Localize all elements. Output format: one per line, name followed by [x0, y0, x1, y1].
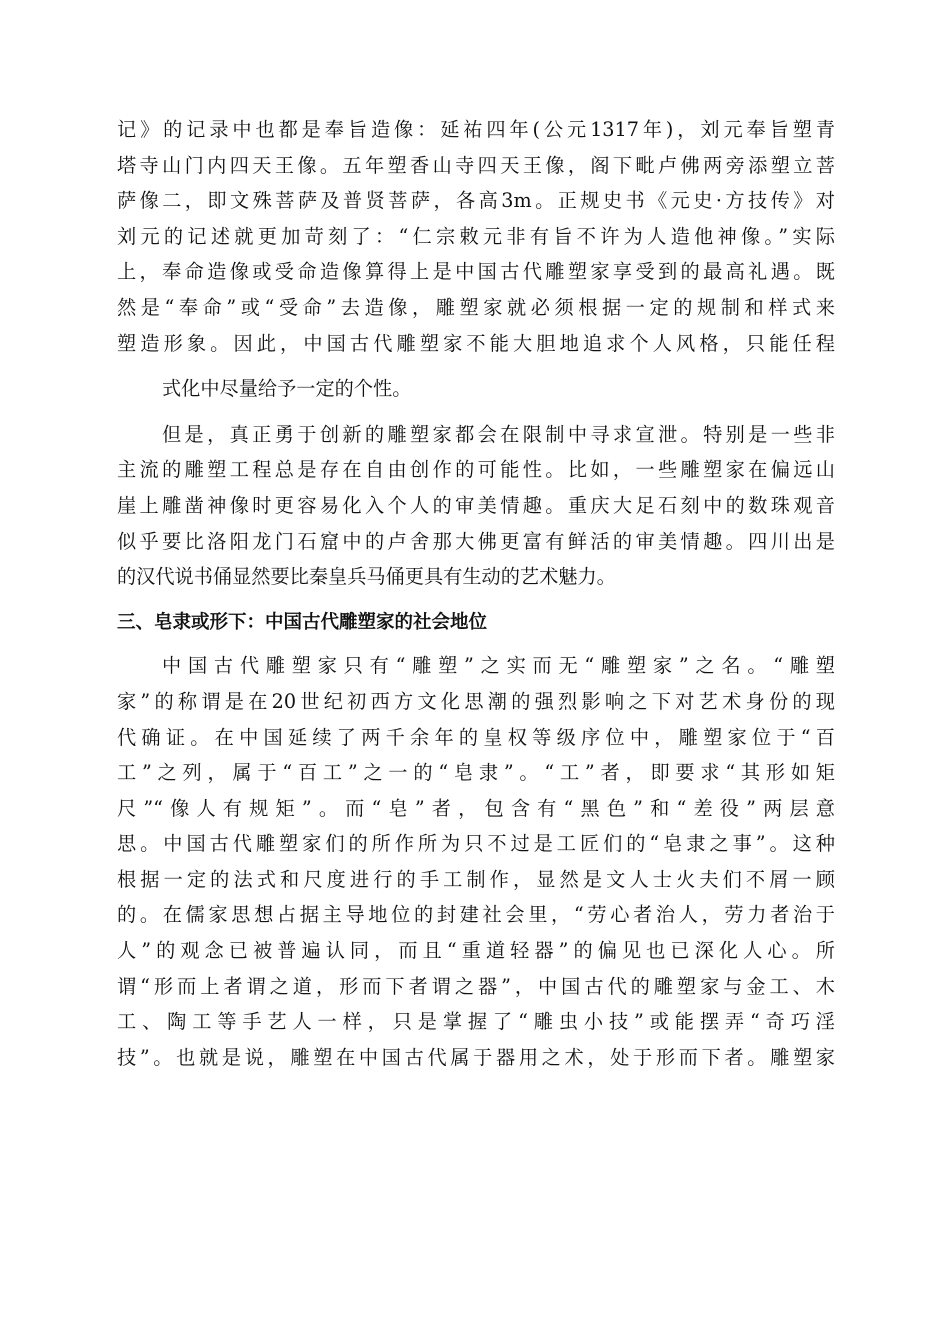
text-line: 似乎要比洛阳龙门石窟中的卢舍那大佛更富有鲜活的审美情趣。四川出是 — [117, 529, 835, 553]
text-line: 塑造形象。因此，中国古代雕塑家不能大胆地追求个人风格，只能任程 — [117, 331, 835, 355]
paragraph-1 — [117, 112, 835, 361]
spacer — [117, 407, 835, 417]
text-line: 但是，真正勇于创新的雕塑家都会在限制中寻求宣泄。特别是一些非 — [162, 422, 835, 446]
text-line: 工”之列，属于“百工”之一的“皂隶”。“工”者，即要求“其形如矩 — [117, 761, 835, 785]
text-line: 工、陶工等手艺人一样，只是掌握了“雕虫小技”或能摆弄“奇巧淫 — [117, 1010, 835, 1034]
paragraph-4 — [117, 648, 835, 1075]
text-line: 记》的记录中也都是奉旨造像：延祐四年(公元1317年)，刘元奉旨塑青 — [117, 118, 835, 141]
document-page — [117, 112, 835, 1075]
text-line: 上，奉命造像或受命造像算得上是中国古代雕塑家享受到的最高礼遇。既 — [117, 260, 835, 284]
text-line: 主流的雕塑工程总是存在自由创作的可能性。比如，一些雕塑家在偏远山 — [117, 458, 835, 482]
text-line: 家”的称谓是在20世纪初西方文化思潮的强烈影响之下对艺术身份的现 — [117, 689, 835, 713]
text-line: 尺”“像人有规矩”。而“皂”者，包含有“黑色”和“差役”两层意 — [117, 796, 835, 820]
text-line: 中国古代雕塑家只有“雕塑”之实而无“雕塑家”之名。“雕塑 — [162, 654, 835, 678]
text-line: 技”。也就是说，雕塑在中国古代属于器用之术，处于形而下者。雕塑家 — [117, 1045, 835, 1069]
text-line: 式化中尽量给予一定的个性。 — [162, 377, 412, 401]
text-line: 根据一定的法式和尺度进行的手工制作，显然是文人士火夫们不屑一顾 — [117, 867, 835, 891]
text-line: 思。中国古代雕塑家们的所作所为只不过是工匠们的“皂隶之事”。这种 — [117, 832, 835, 856]
text-line: 萨像二，即文殊菩萨及普贤菩萨，各高3m。正规史书《元史·方技传》对 — [117, 189, 835, 213]
section-heading: 三、皂隶或形下：中国古代雕塑家的社会地位 — [117, 611, 488, 633]
text-line: 代确证。在中国延续了两千余年的皇权等级序位中，雕塑家位于“百 — [117, 725, 835, 749]
text-line: 的。在儒家思想占据主导地位的封建社会里，“劳心者治人，劳力者治于 — [117, 903, 835, 927]
text-line: 的汉代说书俑显然要比秦皇兵马俑更具有生动的艺术魅力。 — [117, 565, 616, 589]
paragraph-3 — [117, 417, 835, 595]
text-line: 塔寺山门内四天王像。五年塑香山寺四天王像，阁下毗卢佛两旁添塑立菩 — [117, 153, 835, 177]
paragraph-2 — [117, 371, 835, 407]
text-line: 人”的观念已被普遍认同，而且“重道轻器”的偏见也已深化人心。所 — [117, 939, 835, 963]
text-line: 崖上雕凿神像时更容易化入个人的审美情趣。重庆大足石刻中的数珠观音 — [117, 493, 835, 517]
text-line: 谓“形而上者谓之道，形而下者谓之器”，中国古代的雕塑家与金工、木 — [117, 974, 835, 998]
text-line: 刘元的记述就更加苛刻了：“仁宗敕元非有旨不许为人造他神像。”实际 — [117, 224, 835, 248]
text-line: 然是“奉命”或“受命”去造像，雕塑家就必须根据一定的规制和样式来 — [117, 295, 835, 319]
spacer — [117, 361, 835, 371]
